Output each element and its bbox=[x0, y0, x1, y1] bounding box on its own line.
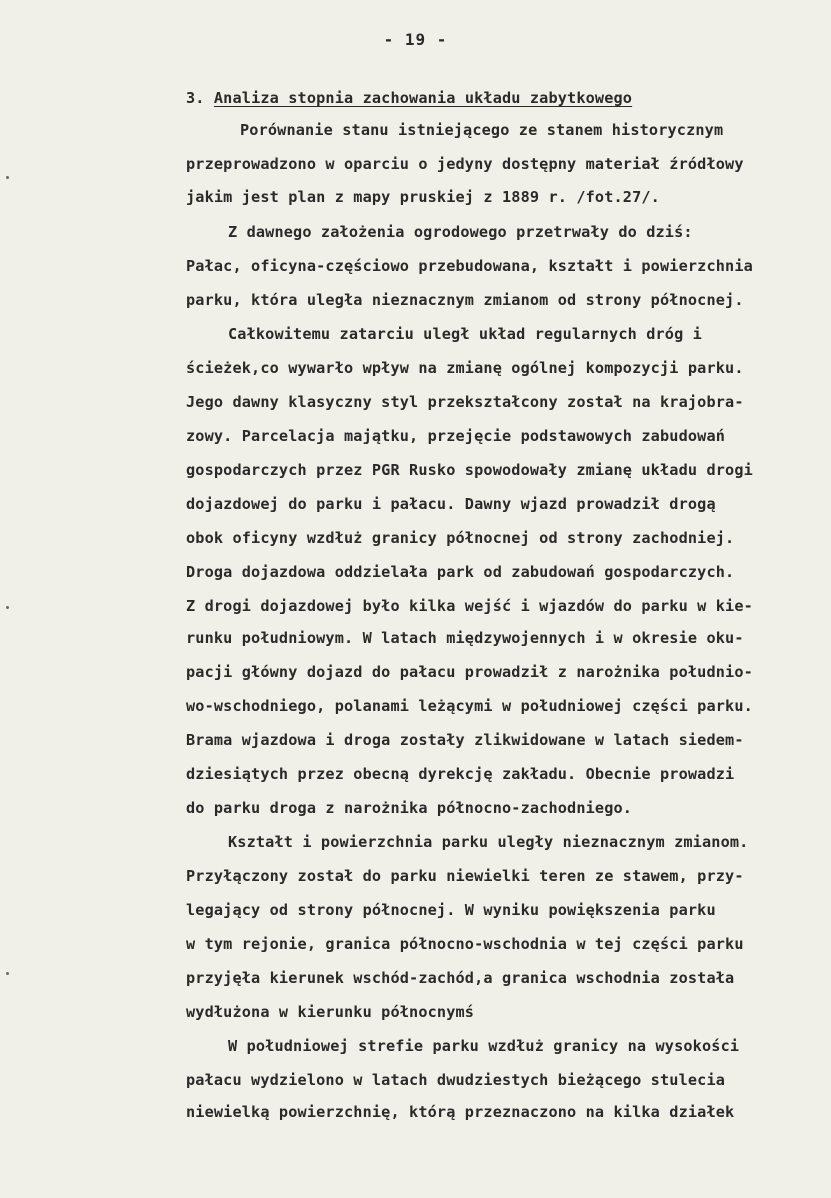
punch-mark bbox=[6, 606, 9, 609]
text-line: Kształt i powierzchnia parku uległy nieznacznym zmianom. bbox=[228, 833, 749, 851]
text-line: runku południowym. W latach międzywojennych i w okresie oku- bbox=[186, 629, 744, 647]
text-line: dziesiątych przez obecną dyrekcję zakładu. Obecnie prowadzi bbox=[186, 765, 735, 783]
text-line: pałacu wydzielono w latach dwudziestych bieżącego stulecia bbox=[186, 1071, 726, 1089]
punch-mark bbox=[6, 176, 9, 179]
text-line: Z dawnego założenia ogrodowego przetrwały do dziś: bbox=[228, 223, 693, 241]
section-number: 3. bbox=[186, 89, 205, 107]
text-line: przyjęła kierunek wschód-zachód,a granica wschodnia została bbox=[186, 969, 735, 987]
text-line: Całkowitemu zatarciu uległ układ regularnych dróg i bbox=[228, 325, 702, 343]
text-line: Pałac, oficyna-częściowo przebudowana, kształt i powierzchnia bbox=[186, 257, 753, 275]
text-line: parku, która uległa nieznacznym zmianom od strony północnej. bbox=[186, 291, 744, 309]
text-line: Przyłączony został do parku niewielki teren ze stawem, przy- bbox=[186, 867, 744, 885]
text-line: obok oficyny wzdłuż granicy północnej od strony zachodniej. bbox=[186, 529, 735, 547]
text-line: Porównanie stanu istniejącego ze stanem historycznym bbox=[240, 121, 724, 139]
text-line: Jego dawny klasyczny styl przekształcony został na krajobra- bbox=[186, 393, 744, 411]
text-line: legający od strony północnej. W wyniku powiększenia parku bbox=[186, 901, 716, 919]
text-line: przeprowadzono w oparciu o jedyny dostępny materiał źródłowy bbox=[186, 155, 744, 173]
text-line: do parku droga z narożnika północno-zachodniego. bbox=[186, 799, 633, 817]
text-line: W południowej strefie parku wzdłuż granicy na wysokości bbox=[228, 1037, 740, 1055]
section-heading bbox=[186, 88, 632, 108]
text-line: zowy. Parcelacja majątku, przejęcie podstawowych zabudowań bbox=[186, 427, 726, 445]
text-line: pacji główny dojazd do pałacu prowadził z narożnika południo- bbox=[186, 663, 753, 681]
punch-mark bbox=[6, 972, 9, 975]
page-number: - 19 - bbox=[383, 30, 448, 49]
section-title: Analiza stopnia zachowania układu zabytkowego bbox=[213, 89, 633, 107]
text-line: gospodarczych przez PGR Rusko spowodowały zmianę układu drogi bbox=[186, 461, 753, 479]
text-line: Droga dojazdowa oddzielała park od zabudowań gospodarczych. bbox=[186, 563, 735, 581]
text-line: w tym rejonie, granica północno-wschodnia w tej części parku bbox=[186, 935, 744, 953]
text-line: niewielką powierzchnię, którą przeznaczono na kilka działek bbox=[186, 1103, 735, 1121]
text-line: Brama wjazdowa i droga zostały zlikwidowane w latach siedem- bbox=[186, 731, 744, 749]
text-line: Z drogi dojazdowej było kilka wejść i wjazdów do parku w kie- bbox=[186, 597, 753, 615]
text-line: ścieżek,co wywarło wpływ na zmianę ogólnej kompozycji parku. bbox=[186, 359, 744, 377]
text-line: wo-wschodniego, polanami leżącymi w południowej części parku. bbox=[186, 697, 753, 715]
text-line: jakim jest plan z mapy pruskiej z 1889 r. /fot.27/. bbox=[186, 188, 660, 206]
text-line: wydłużona w kierunku północnymś bbox=[186, 1003, 475, 1021]
text-line: dojazdowej do parku i pałacu. Dawny wjazd prowadził drogą bbox=[186, 495, 716, 513]
